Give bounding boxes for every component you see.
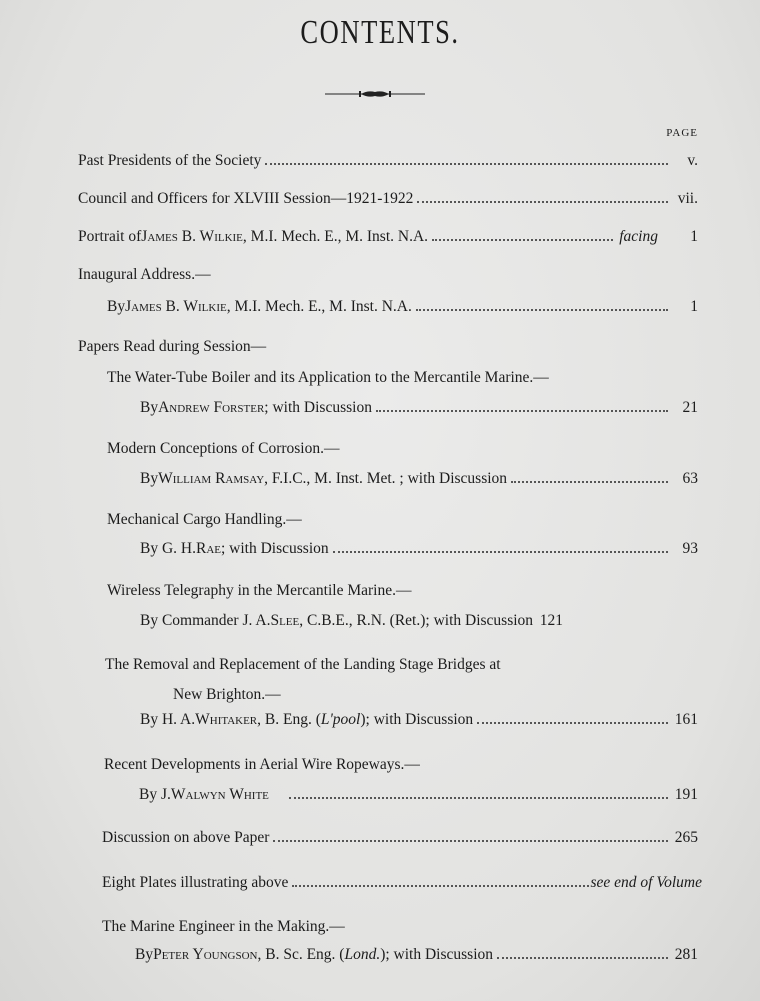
toc-entry bbox=[135, 946, 698, 964]
dot-leader bbox=[511, 481, 668, 483]
author-credentials: , C.B.E., R.N. (Ret.); with Discussion bbox=[299, 612, 534, 629]
page-number: 63 bbox=[682, 470, 698, 487]
page-number: 191 bbox=[674, 786, 698, 803]
by-prefix: By G. H. bbox=[140, 540, 196, 557]
author-name: Walwyn White bbox=[170, 786, 269, 803]
entry-title: Discussion on above Paper bbox=[102, 829, 270, 846]
ornament-divider-icon bbox=[325, 88, 425, 100]
author-credentials: , M.I. Mech. E., M. Inst. N.A. bbox=[226, 298, 412, 315]
by-prefix: By bbox=[140, 470, 159, 487]
author-name: Slee bbox=[270, 612, 300, 629]
paper-title: Wireless Telegraphy in the Mercantile Marine.— bbox=[107, 582, 412, 599]
toc-entry bbox=[140, 540, 698, 558]
author-name: James B. Wilkie bbox=[141, 228, 243, 245]
toc-entry bbox=[78, 190, 698, 208]
page-number: v. bbox=[687, 152, 698, 169]
by-prefix: By Commander J. A. bbox=[140, 612, 271, 629]
paper-title: Mechanical Cargo Handling.— bbox=[107, 511, 302, 528]
dot-leader bbox=[265, 163, 668, 165]
page-number: 21 bbox=[682, 399, 698, 416]
page-number: 281 bbox=[674, 946, 698, 963]
page-title: CONTENTS. bbox=[300, 14, 460, 51]
author-credentials: ; with Discussion bbox=[221, 540, 329, 557]
entry-title-rest: , M.I. Mech. E., M. Inst. N.A. bbox=[242, 228, 429, 245]
entry-title: Past Presidents of the Society bbox=[78, 152, 262, 169]
facing-label: facing bbox=[619, 228, 658, 245]
paper-title: Modern Conceptions of Corrosion.— bbox=[107, 440, 340, 457]
dot-leader bbox=[273, 840, 668, 842]
toc-entry bbox=[140, 470, 698, 488]
author-name: Peter Youngson bbox=[153, 946, 258, 963]
entry-title: Portrait of bbox=[78, 228, 142, 245]
by-prefix: By bbox=[140, 399, 159, 416]
paper-title-continued: New Brighton.— bbox=[173, 686, 281, 703]
page-number: 121 bbox=[539, 612, 564, 629]
author-name: William Ramsay bbox=[158, 470, 265, 487]
by-prefix: By bbox=[135, 946, 154, 963]
paper-title: The Removal and Replacement of the Landing Stage Bridges at bbox=[105, 656, 501, 673]
dot-leader bbox=[376, 410, 668, 412]
author-name: James B. Wilkie bbox=[125, 298, 227, 315]
dot-leader bbox=[333, 551, 668, 553]
dot-leader bbox=[289, 797, 668, 799]
toc-entry bbox=[78, 228, 698, 246]
author-credentials: ; with Discussion bbox=[264, 399, 372, 416]
paper-title: Recent Developments in Aerial Wire Ropeways.— bbox=[104, 756, 420, 773]
by-prefix: By H. A. bbox=[140, 711, 196, 728]
page-column-header: PAGE bbox=[666, 127, 698, 139]
author-credentials: , F.I.C., M. Inst. Met. ; with Discussion bbox=[264, 470, 508, 487]
toc-entry bbox=[102, 829, 698, 847]
toc-entry bbox=[140, 711, 698, 729]
by-prefix: By bbox=[107, 298, 126, 315]
toc-entry bbox=[78, 152, 698, 170]
toc-entry bbox=[107, 298, 698, 316]
author-name: Rae bbox=[195, 540, 221, 557]
paper-title: The Water-Tube Boiler and its Application to the Mercantile Marine.— bbox=[107, 369, 549, 386]
page-number: 265 bbox=[674, 829, 698, 846]
author-name: Andrew Forster bbox=[158, 399, 265, 416]
toc-entry bbox=[140, 399, 698, 417]
toc-entry bbox=[102, 874, 702, 892]
page-number: 161 bbox=[674, 711, 698, 728]
dot-leader bbox=[292, 885, 588, 887]
section-heading: Papers Read during Session— bbox=[78, 338, 267, 355]
page-number: 1 bbox=[690, 298, 698, 315]
author-name: Whitaker bbox=[195, 711, 258, 728]
toc-entry bbox=[139, 786, 698, 804]
author-credentials: , B. Sc. Eng. ( bbox=[257, 946, 345, 963]
author-credentials-italic: L'pool bbox=[320, 711, 361, 728]
page-number: 1 bbox=[690, 228, 698, 245]
author-credentials-italic: Lond. bbox=[344, 946, 381, 963]
section-heading: Inaugural Address.— bbox=[78, 266, 211, 283]
page-number: vii. bbox=[677, 190, 698, 207]
entry-title: Eight Plates illustrating above bbox=[102, 874, 289, 891]
page-reference: see end of Volume bbox=[590, 874, 702, 891]
dot-leader bbox=[477, 722, 668, 724]
author-credentials: , B. Eng. ( bbox=[257, 711, 321, 728]
author-credentials-rest: ); with Discussion bbox=[360, 711, 474, 728]
by-prefix: By J. bbox=[139, 786, 171, 803]
entry-title: Council and Officers for XLVIII Session—1921-1922 bbox=[78, 190, 414, 207]
paper-title: The Marine Engineer in the Making.— bbox=[102, 918, 345, 935]
toc-entry bbox=[140, 612, 698, 630]
author-credentials-rest: ); with Discussion bbox=[380, 946, 494, 963]
dot-leader bbox=[432, 239, 613, 241]
dot-leader bbox=[497, 957, 668, 959]
dot-leader bbox=[417, 201, 668, 203]
page-number: 93 bbox=[682, 540, 698, 557]
dot-leader bbox=[416, 309, 668, 311]
